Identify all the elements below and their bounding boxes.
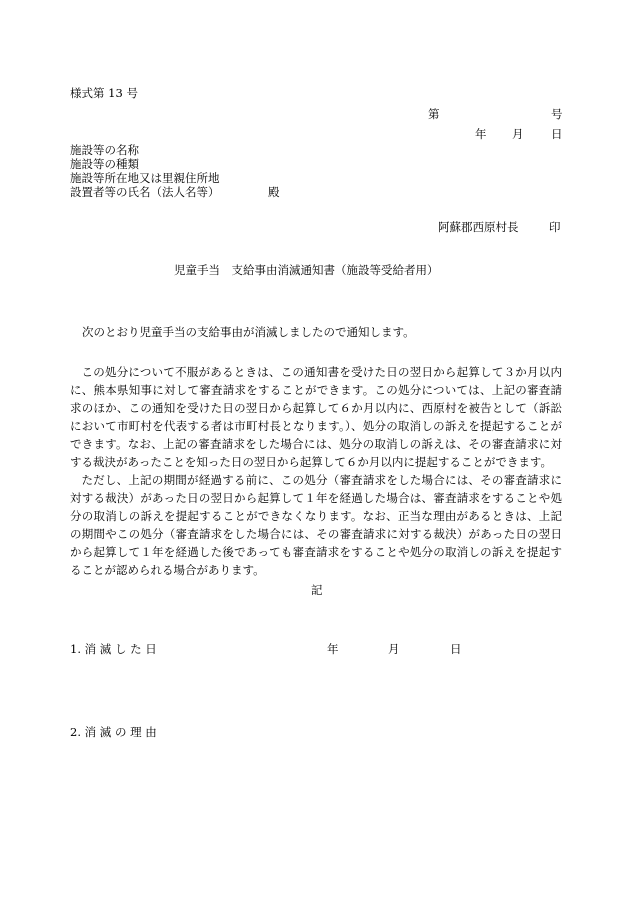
date-month: 月 [512, 127, 524, 141]
doc-number-prefix: 第 [428, 107, 440, 121]
founder-name-label: 設置者等の氏名（法人名等） [70, 185, 220, 199]
form-number: 様式第 13 号 [70, 86, 138, 100]
date-year: 年 [475, 127, 487, 141]
issuer-name: 阿蘇郡西原村長 [438, 220, 519, 234]
notice-paragraph-2: ただし、上記の期間が経過する前に、この処分（審査請求をした場合には、その審査請求に対する裁決）があった日の翌日から起算して１年を経過した場合は、審査請求をすることや処分の取消しの訴えを提起することができなくなります。なお、正当な理由があるときは、上記の期間やこの処分（審査請求をした場合には、その審査請求に対する裁決）があった日の翌日から起算して１年を経過した後であっても審査請求をすることや処分の取消しの訴えを提起することが認められる場合があります。 [70, 473, 562, 577]
seal-mark: 印 [549, 220, 561, 234]
ki-heading: 記 [311, 583, 323, 597]
document-title: 児童手当 支給事由消滅通知書（施設等受給者用） [174, 263, 439, 277]
item-1-day: 日 [450, 642, 462, 656]
date-day: 日 [551, 127, 563, 141]
honorific: 殿 [268, 185, 280, 199]
item-1-month: 月 [388, 642, 400, 656]
doc-number-suffix: 号 [551, 107, 563, 121]
facility-name-label: 施設等の名称 [70, 143, 139, 157]
item-1-label: 1. 消 滅 し た 日 [70, 642, 157, 656]
facility-type-label: 施設等の種類 [70, 157, 139, 171]
item-1-year: 年 [327, 642, 339, 656]
appeal-notice [70, 363, 562, 579]
facility-address-label: 施設等所在地又は里親住所地 [70, 171, 220, 185]
item-2-label: 2. 消 滅 の 理 由 [70, 725, 157, 739]
intro-text: 次のとおり児童手当の支給事由が消滅しましたので通知します。 [82, 325, 415, 339]
notice-paragraph-1: この処分について不服があるときは、この通知書を受けた日の翌日から起算して３か月以内に、熊本県知事に対して審査請求をすることができます。この処分については、上記の審査請求のほか、この通知を受けた日の翌日から起算して６か月以内に、西原村を被告として（訴訟において市町村を代表する者は市町村長となります。）、処分の取消しの訴えを提起することができます。なお、上記の審査請求をした場合には、処分の取消しの訴えは、その審査請求に対する裁決があったことを知った日の翌日から起算して６か月以内に提起することができます。 [70, 365, 562, 469]
